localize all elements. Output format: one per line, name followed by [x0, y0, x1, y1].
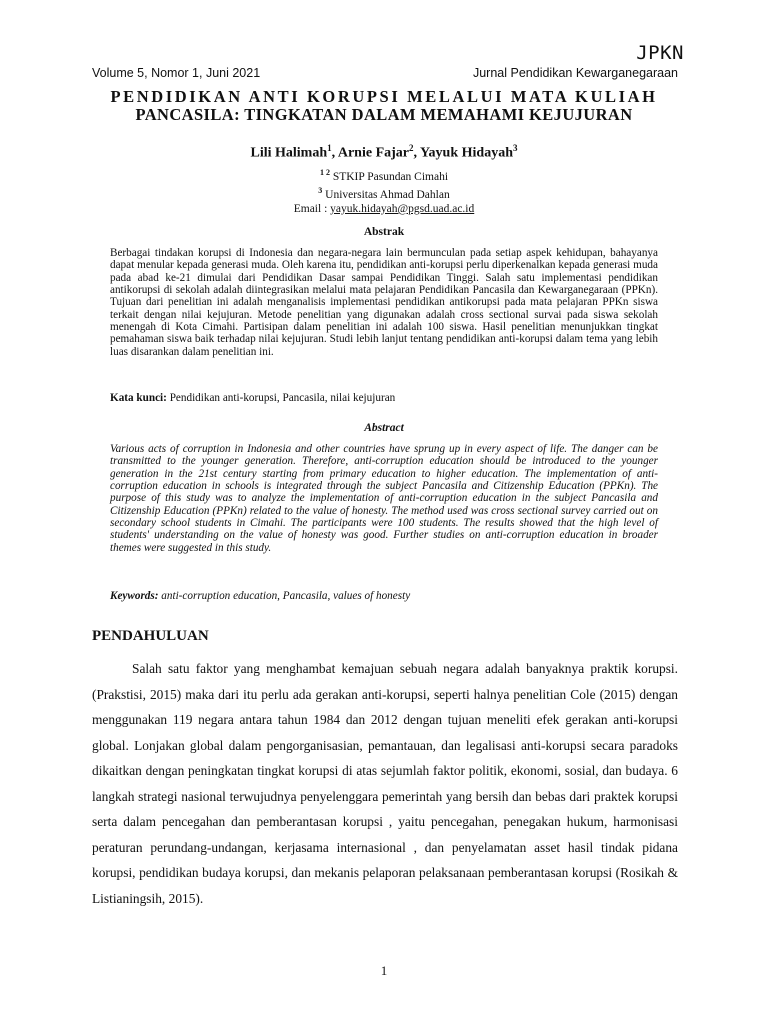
- paper-title: [60, 88, 708, 124]
- author-separator: ,: [413, 145, 420, 161]
- journal-name: Jurnal Pendidikan Kewarganegaraan: [472, 66, 678, 80]
- affiliation-mark: 1 2: [319, 168, 330, 177]
- section-heading-pendahuluan: PENDAHULUAN: [92, 628, 209, 644]
- abstrak-heading: Abstrak: [363, 226, 405, 238]
- journal-short-title: JPKN: [636, 42, 684, 64]
- keywords-text: Pendidikan anti-korupsi, Pancasila, nilai kejujuran: [166, 392, 396, 404]
- title-line-2: PANCASILA: TINGKATAN DALAM MEMAHAMI KEJUJURAN: [135, 105, 633, 124]
- author-affiliation-mark: 1: [327, 143, 332, 153]
- abstract-text: Various acts of corruption in Indonesia and other countries have sprung up in every aspect of life. The danger can be transmitted to the younger generation. Therefore, anti-corruption education should be introduced to the younger generation in the 21st century starting from primary education to higher education. The implementation of anti-corruption education in schools is integrated through the subject Pancasila and Citizenship Education (PPKn). The purpose of this study was to analyze the implementation of anti-corruption education in the subject Pancasila and Citizenship Education (PPKn) related to the value of honesty. The method used was cross sectional survey carried out on secondary school students in Cimahi. The participants were 100 students. The results showed that the high level of students' understanding on the value of honesty was good. Further studies on anti-corruption education in broader themes were suggested in this study.: [110, 443, 658, 554]
- keywords-label: Keywords:: [110, 590, 159, 602]
- email-link[interactable]: yayuk.hidayah@pgsd.uad.ac.id: [330, 202, 475, 215]
- author-affiliation-mark: 2: [409, 143, 414, 153]
- email-label: Email :: [293, 202, 331, 215]
- author-separator: ,: [331, 145, 338, 161]
- author-name: Lili Halimah: [250, 145, 328, 161]
- abstract-keywords: [110, 590, 658, 602]
- abstrak-keywords: [110, 392, 658, 404]
- keywords-text: anti-corruption education, Pancasila, values of honesty: [158, 590, 411, 602]
- abstrak-text: Berbagai tindakan korupsi di Indonesia dan negara-negara lain bermunculan pada setiap aspek kehidupan, bahayanya dapat menular kepada generasi muda. Oleh karena itu, pendidikan anti-korupsi perlu diperkenalkan kepada generasi muda pada abad ke-21 dimulai dari Pendidikan Dasar sampai Pendidikan Tinggi. Salah satu implementasi pendidikan antikorupsi di sekolah adalah diintegrasikan melalui mata pelajaran Pendidikan Pancasila dan Kewarganegaraan (PPKn). Tujuan dari penelitian ini adalah menganalisis implementasi pendidikan antikorupsi pada mata pelajaran PPKn siswa terkait dengan nilai kejujuran. Metode penelitian yang digunakan adalah cross sectional survai pada siswa sekolah menengah di Kota Cimahi. Partisipan dalam penelitian ini adalah 100 siswa. Hasil penelitian menunjukkan tingkat pemahaman siswa baik terhadap nilai kejujuran. Studi lebih lanjut tentang pendidikan anti-korupsi dalam tema yang lebih luas disarankan dalam penelitian ini.: [110, 247, 658, 358]
- page-number: 1: [380, 963, 388, 978]
- abstract-heading: Abstract: [364, 422, 404, 434]
- affiliation-mark: 3: [318, 185, 323, 195]
- running-header: [92, 66, 678, 80]
- affiliation-text: STKIP Pasundan Cimahi: [332, 170, 449, 183]
- affiliation-line: [0, 184, 768, 202]
- author-affiliation-mark: 3: [512, 143, 518, 153]
- volume-info: Volume 5, Nomor 1, Juni 2021: [92, 66, 261, 80]
- author-name: Yayuk Hidayah: [420, 145, 513, 161]
- affiliation-text: Universitas Ahmad Dahlan: [325, 188, 450, 201]
- keywords-label: Kata kunci:: [110, 392, 167, 404]
- title-line-1: PENDIDIKAN ANTI KORUPSI MELALUI MATA KULIAH: [110, 87, 658, 106]
- author-list: [0, 143, 768, 162]
- affiliation-line: [0, 166, 768, 184]
- email-line: [0, 202, 768, 216]
- author-name: Arnie Fajar: [337, 145, 410, 161]
- intro-paragraph: Salah satu faktor yang menghambat kemajuan sebuah negara adalah banyaknya praktik korupsi. (Prakstisi, 2015) maka dari itu perlu ada gerakan anti-korupsi, seperti halnya penelitian Cole (2015) dengan menggunakan 119 negara antara tahun 1984 dan 2012 dengan tujuan meneliti efek gerakan anti-korupsi global. Lonjakan global dalam pengorganisasian, pemantauan, dan legalisasi anti-korupsi secara paradoks dikaitkan dengan peningkatan tingkat korupsi di atas sejumlah faktor politik, ekonomi, sosial, dan budaya. 6 langkah strategi nasional terwujudnya penyelenggara pemerintah yang bersih dan bebas dari praktek korupsi serta dalam pencegahan dan pemberantasan korupsi , yaitu pencegahan, penegakan hukum, harmonisasi peraturan perundang-undangan, kerjasama internasional , dan penyelamatan asset hasil tindak pidana korupsi, pendidikan budaya korupsi, dan mekanis pelaporan pelaksanaan pemberantasan korupsi (Rosikah & Listianingsih, 2015).: [92, 661, 678, 906]
- affiliations: [0, 166, 768, 216]
